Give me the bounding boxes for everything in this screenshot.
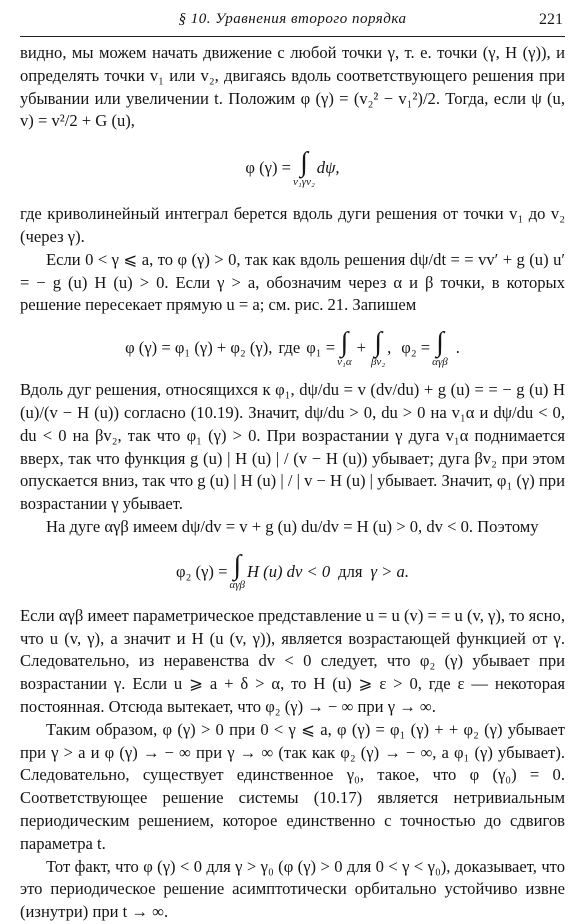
eq3-rhs: H (u) dv < 0 — [247, 561, 331, 581]
eq2-lhs: φ (γ) = φ₁ (γ) + φ₂ (γ), — [125, 338, 273, 358]
integral-limit-c: αγβ — [432, 355, 448, 368]
eq3-cond: γ > a. — [370, 561, 409, 581]
eq3-word: для — [338, 561, 363, 581]
paragraph-6: Если αγβ имеет параметрическое представление u = u (v) = = u (v, γ), то ясно, что u (v, γ), а значит и H (u (v, γ)), является возрастающей функцией от γ. Следовательно, из неравенства dv < 0 следует, что φ₂ (γ) убывает при возрастании γ. Если u ⩾ a + δ > α, то H (u) ⩾ ε > 0, где ε — некоторая постоянная. Отсюда вытекает, что φ₂ (γ) → − ∞ при γ → ∞. — [20, 605, 565, 716]
equation-phi-split — [20, 317, 565, 379]
paragraph-5: На дуге αγβ имеем dψ/dv = v + g (u) du/dv = H (u) > 0, dv < 0. Поэтому — [46, 516, 539, 536]
eq2-word: где — [278, 338, 301, 358]
eq2-plus: + — [356, 338, 366, 358]
integral-lower-limit: v₁γv₂ — [293, 175, 315, 188]
integral-sign: ∫ v₁γv₂ — [293, 146, 315, 188]
eq2-phi1: φ₁ = — [306, 338, 336, 358]
paragraph-7: Таким образом, φ (γ) > 0 при 0 < γ ⩽ a, φ (γ) = φ₁ (γ) + + φ₂ (γ) убывает при γ > a и φ (γ) → − ∞ при γ → ∞ (так как φ₂ (γ) → − ∞, а φ₁ (γ) убывает). Следовательно, существует единственное γ₀, такое, что φ (γ₀) = 0. Соответствующее решение системы (10.17) является нетривиальным периодическим решением, которое единственно с точностью до сдвигов параметра t. — [20, 719, 565, 853]
eq1-rhs: dψ, — [316, 158, 340, 178]
eq2-end: . — [455, 338, 460, 358]
paragraph-8: Тот факт, что φ (γ) < 0 для γ > γ₀ (φ (γ) > 0 для 0 < γ < γ₀), доказывает, что это периодическое решение асимптотически орбитально устойчиво извне (изнутри) при t → ∞. — [20, 856, 565, 922]
eq2-phi2: φ₂ = — [401, 338, 431, 358]
integral-limit-b: βv₂ — [370, 355, 386, 368]
equation-phi-integral — [20, 133, 565, 203]
paragraph-2: где криволинейный интеграл берется вдоль дуги решения от точки v₁ до v₂ (через γ). — [20, 204, 565, 246]
eq2-comma: , — [387, 338, 392, 358]
paragraph-4: Вдоль дуг решения, относящихся к φ₁, dψ/du = v (dv/du) + g (u) = = − g (u) H (u)/(v − H (u)) согласно (10.19). Значит, dψ/du > 0, du > 0 на v₁α и dψ/du < 0, du < 0 на βv₂, так что φ₁ (γ) > 0. При возрастании γ дуга v₁α поднимается вверх, так что функция g (u) | H (u) | / (v − H (u)) убывает; дуга βv₂ при этом опускается вниз, так что g (u) | H (u) | / | v − H (u) | убывает. Значит, φ₁ (γ) при возрастании γ убывает. — [20, 380, 565, 514]
page-number: 221 — [539, 11, 563, 28]
integral-sign: ∫ βv₂ — [370, 326, 386, 368]
integral-sign: ∫ v₁α — [337, 326, 352, 368]
eq1-lhs: φ (γ) = — [245, 158, 292, 178]
integral-limit-a: v₁α — [337, 355, 352, 368]
section-title: § 10. Уравнения второго порядка — [178, 11, 407, 27]
integral-lower-limit: αγβ — [229, 579, 246, 592]
running-header — [20, 8, 565, 37]
integral-sign: ∫ αγβ — [229, 550, 246, 592]
paragraph-3: Если 0 < γ ⩽ a, то φ (γ) > 0, так как вдоль решения dψ/dt = = vv′ + g (u) u′ = − g (u) H (u) > 0. Если γ > a, обозначим через α и β точки, в которых решение пересекает прямую u = a; см. рис. 21. Запишем — [20, 249, 565, 315]
equation-phi2 — [20, 539, 565, 605]
paragraph-1: видно, мы можем начать движение с любой точки γ, т. е. точки (γ, H (γ)), и определять точки v₁ или v₂, двигаясь вдоль соответствующего решения при убывании или увеличении t. Положим φ (γ) = (v₂² − v₁²)/2. Тогда, если ψ (u, v) = v²/2 + G (u), — [20, 43, 565, 131]
page-body — [20, 42, 565, 924]
integral-sign: ∫ αγβ — [432, 326, 448, 368]
eq3-lhs: φ₂ (γ) = — [176, 561, 228, 581]
